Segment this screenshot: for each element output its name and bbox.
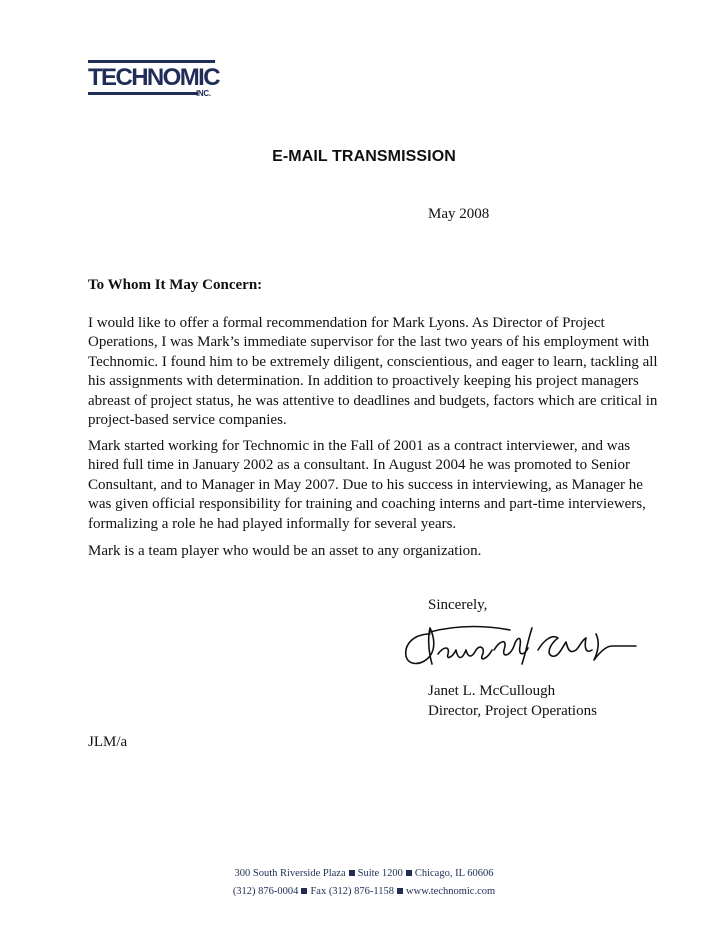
logo-top-rule	[88, 60, 215, 63]
document-heading: E-MAIL TRANSMISSION	[272, 148, 456, 165]
logo-bottom-rule	[88, 92, 198, 95]
body-paragraph: Mark started working for Technomic in the Fall of 2001 as a contract interviewer, and was hired full time in January 2002 as a consultant. In August 2004 he was promoted to Senior Consultant, and to Manager in May 2007. Due to his success in interviewing, as Manager he was given official responsibility for training and coaching interns and part-time interviewers, formalizing a role he had played informally for several years.	[88, 438, 646, 532]
bullet-square-icon	[406, 870, 412, 876]
bullet-square-icon	[301, 888, 307, 894]
bullet-square-icon	[397, 888, 403, 894]
footer-address-line	[0, 868, 728, 879]
body-paragraph: Mark is a team player who would be an asset to any organization.	[88, 543, 482, 559]
logo-inc: INC.	[196, 89, 211, 98]
reference-initials: JLM/a	[88, 734, 128, 750]
letter-date: May 2008	[428, 206, 490, 222]
signer-block	[428, 681, 597, 721]
footer-suite: Suite 1200	[357, 868, 403, 879]
company-logo	[88, 60, 218, 106]
signer-name: Janet L. McCullough	[428, 683, 556, 699]
signer-title: Director, Project Operations	[428, 703, 597, 719]
bullet-square-icon	[349, 870, 355, 876]
closing: Sincerely,	[428, 597, 488, 613]
footer-phone: (312) 876-0004	[232, 886, 299, 897]
footer-address: 300 South Riverside Plaza	[234, 868, 346, 879]
logo-wordmark: TECHNOMIC	[88, 64, 219, 91]
footer-fax: Fax (312) 876-1158	[310, 886, 395, 897]
footer-city: Chicago, IL 60606	[414, 868, 494, 879]
footer-website: www.technomic.com	[406, 886, 496, 897]
footer-contact-line	[0, 886, 728, 897]
salutation: To Whom It May Concern:	[88, 277, 263, 293]
handwritten-signature	[400, 620, 640, 674]
body-paragraph: I would like to offer a formal recommendation for Mark Lyons. As Director of Project Operations, I was Mark’s immediate supervisor for the last two years of his employment with Technomic. I found him to be extremely diligent, conscientious, and eager to learn, tackling all his assignments with determination. In addition to proactively keeping his project managers abreast of project status, he was attentive to deadlines and budgets, factors which are critical in project-based service companies.	[88, 315, 658, 429]
